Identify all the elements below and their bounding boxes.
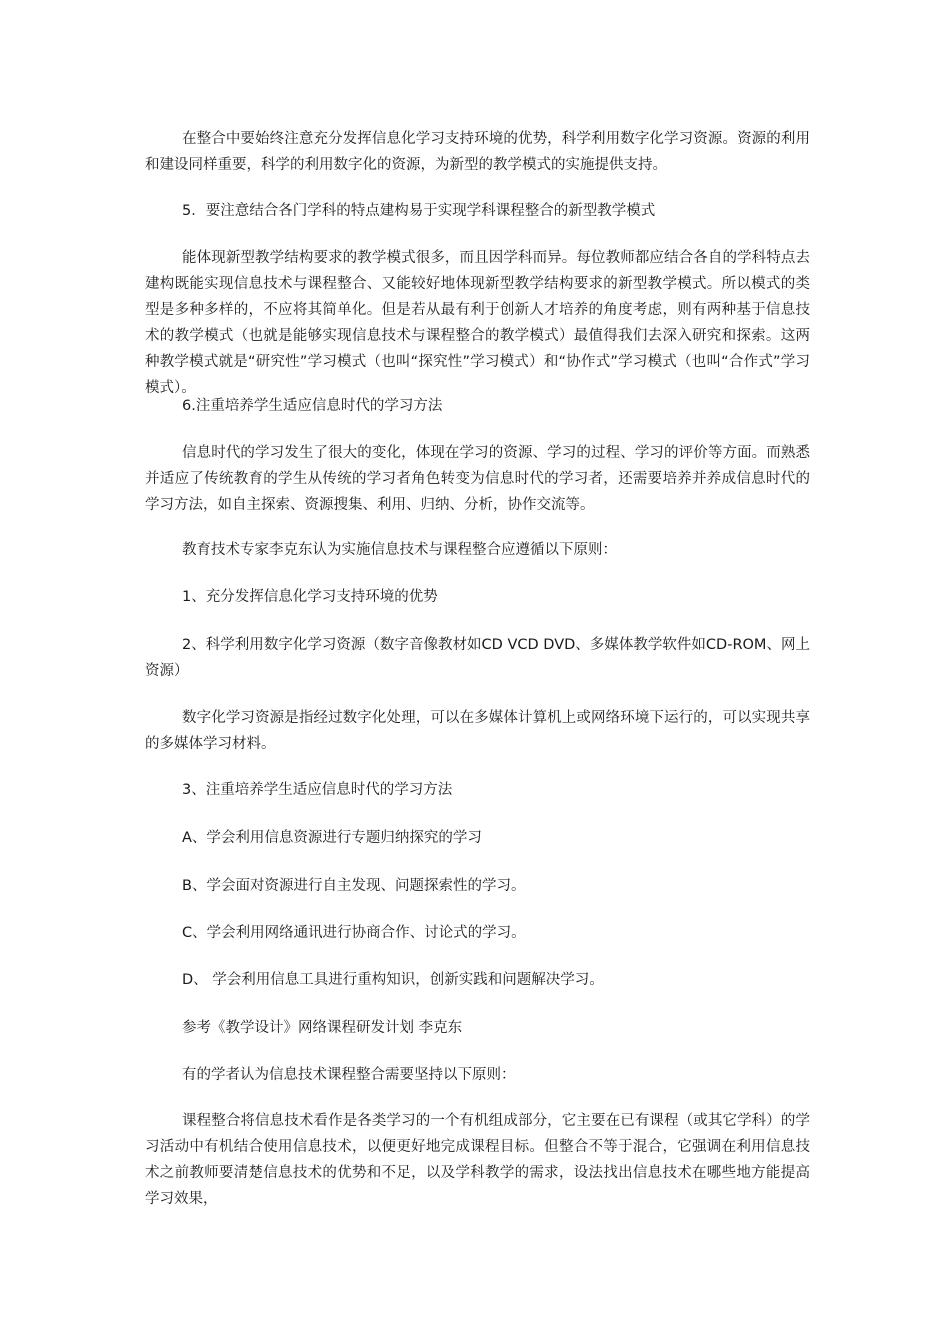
heading-5-new-teaching-model: 5．要注意结合各门学科的特点建构易于实现学科课程整合的新型教学模式 bbox=[182, 203, 656, 219]
list-item-d: D、 学会利用信息工具进行重构知识，创新实践和问题解决学习。 bbox=[182, 972, 604, 988]
paragraph-teaching-models: 能体现新型教学结构要求的教学模式很多，而且因学科而异。每位教师都应结合各自的学科特点去建构既能实现信息技术与课程整合、又能较好地体现新型教学结构要求的新型教学模式。所以模式的类型是多种多样的，不应将其简单化。但是若从最有利于创新人才培养的角度考虑，则有两种基于信息技术的教学模式（也就是能够实现信息技术与课程整合的教学模式）最值得我们去深入研究和探索。这两种教学模式就是“研究性”学习模式（也叫“探究性”学习模式）和“协作式”学习模式（也叫“合作式”学习模式）。 bbox=[145, 250, 810, 396]
paragraph-curriculum-integration: 课程整合将信息技术看作是各类学习的一个有机组成部分，它主要在已有课程（或其它学科）的学习活动中有机结合使用信息技术，以便更好地完成课程目标。但整合不等于混合，它强调在利用信息技术之前教师要清楚信息技术的优势和不足，以及学科教学的需求，设法找出信息技术在哪些地方能提高学习效果， bbox=[145, 1113, 810, 1207]
heading-6-learning-methods: 6.注重培养学生适应信息时代的学习方法 bbox=[182, 398, 443, 414]
list-item-a: A、学会利用信息资源进行专题归纳探究的学习 bbox=[182, 830, 482, 846]
list-item-3: 3、注重培养学生适应信息时代的学习方法 bbox=[182, 782, 453, 798]
paragraph-information-age-learning: 信息时代的学习发生了很大的变化，体现在学习的资源、学习的过程、学习的评价等方面。而熟悉并适应了传统教育的学生从传统的学习者角色转变为信息时代的学习者，还需要培养并养成信息时代的学习方法，如自主探索、资源搜集、利用、归纳、分析，协作交流等。 bbox=[145, 445, 810, 513]
paragraph-resource-use: 在整合中要始终注意充分发挥信息化学习支持环境的优势，科学利用数字化学习资源。资源的利用和建设同样重要，科学的利用数字化的资源，为新型的教学模式的实施提供支持。 bbox=[145, 131, 810, 173]
reference-line: 参考《教学设计》网络课程研发计划 李克东 bbox=[182, 1020, 463, 1036]
list-item-1: 1、充分发挥信息化学习支持环境的优势 bbox=[182, 589, 438, 605]
list-item-b: B、学会面对资源进行自主发现、问题探索性的学习。 bbox=[182, 878, 526, 894]
paragraph-digital-resources: 数字化学习资源是指经过数字化处理，可以在多媒体计算机上或网络环境下运行的，可以实现共享的多媒体学习材料。 bbox=[145, 710, 810, 752]
list-item-2: 2、科学利用数字化学习资源（数字音像教材如CD VCD DVD、多媒体教学软件如CD-ROM、网上资源） bbox=[145, 637, 810, 679]
list-item-c: C、学会利用网络通讯进行协商合作、讨论式的学习。 bbox=[182, 925, 526, 941]
paragraph-scholars-principles: 有的学者认为信息技术课程整合需要坚持以下原则： bbox=[182, 1067, 516, 1083]
paragraph-li-kedong-principles: 教育技术专家李克东认为实施信息技术与课程整合应遵循以下原则： bbox=[182, 542, 617, 558]
